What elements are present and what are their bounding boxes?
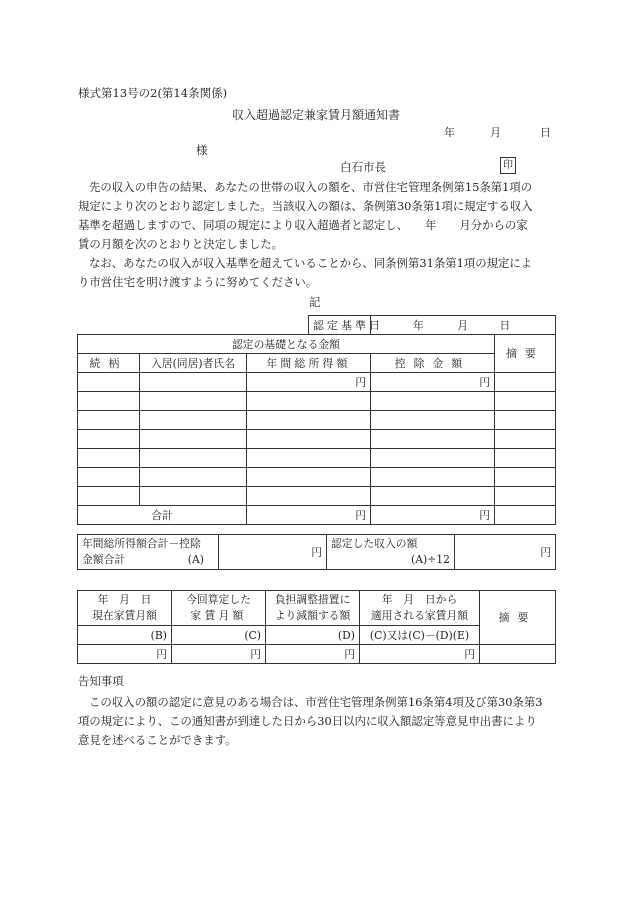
header-line: 今回算定した: [186, 593, 251, 606]
notice-heading: 告知事項: [78, 674, 124, 688]
ki-label: 記: [309, 295, 321, 309]
header-line: 現在家賃月額: [92, 609, 157, 622]
calculated-rent-header: [172, 591, 266, 626]
calculated-rent-value[interactable]: [172, 645, 266, 664]
body-paragraph-1: [78, 178, 554, 254]
remarks-cell[interactable]: [495, 392, 556, 411]
header-line: 年 月 日: [97, 593, 152, 606]
header-line: 負担調整措置に: [274, 593, 351, 606]
applied-rent-header: [360, 591, 480, 626]
header-line: 家賃月額: [190, 609, 247, 622]
base-date-year: 年: [413, 318, 424, 332]
total-income-cell[interactable]: [247, 506, 371, 525]
formula: (A)÷12: [410, 553, 450, 566]
current-rent-header: [78, 591, 172, 626]
yen-unit: 円: [464, 647, 475, 661]
mark-a: (A): [187, 553, 204, 566]
income-cell[interactable]: [247, 430, 371, 449]
table-row: [78, 430, 556, 449]
body-line: り市営住宅を明け渡すように努めてください。: [78, 275, 318, 289]
date-day: 日: [540, 126, 551, 139]
current-rent-value[interactable]: [78, 645, 172, 664]
base-date-day: 日: [499, 318, 511, 332]
table-row: [78, 373, 556, 392]
table-row: [78, 468, 556, 487]
relation-cell[interactable]: [78, 449, 140, 468]
body-line: 先の収入の申告の結果、あなたの世帯の収入の額を、市営住宅管理条例第15条第1項の: [89, 180, 533, 194]
yen-unit: 円: [540, 545, 551, 559]
form-number: 様式第13号の2(第14条関係): [78, 86, 228, 100]
income-cell[interactable]: [247, 392, 371, 411]
mark-c: (C): [172, 626, 266, 645]
notice-line: この収入の額の認定に意見のある場合は、市営住宅管理条例第16条第4項及び第30条第3: [89, 695, 543, 709]
label-line: 年間総所得額合計－控除: [82, 537, 201, 550]
col-deduction: 控除金額: [371, 354, 495, 373]
recognized-income-value[interactable]: [455, 535, 556, 570]
reduction-value[interactable]: [266, 645, 360, 664]
relation-cell[interactable]: [78, 430, 140, 449]
yen-unit: 円: [355, 508, 367, 522]
deduction-cell[interactable]: [371, 487, 495, 506]
remarks-cell[interactable]: [495, 487, 556, 506]
income-cell[interactable]: [247, 449, 371, 468]
recognized-income-table: [77, 534, 556, 570]
table-row: [78, 411, 556, 430]
yen-unit: 円: [479, 375, 491, 389]
deduction-cell[interactable]: [371, 468, 495, 487]
notice-line: 意見を述べることができます。: [78, 733, 237, 747]
deduction-cell[interactable]: [371, 392, 495, 411]
total-deduction-cell[interactable]: [371, 506, 495, 525]
name-cell[interactable]: [140, 411, 247, 430]
document-title: 収入超過認定兼家賃月額通知書: [232, 108, 401, 122]
remarks-header: 摘要: [495, 335, 556, 373]
income-cell[interactable]: [247, 373, 371, 392]
base-date-value[interactable]: [371, 316, 556, 335]
rent-remarks-header: 摘要: [480, 591, 556, 645]
table-row: [78, 487, 556, 506]
total-row: [78, 506, 556, 525]
relation-cell[interactable]: [78, 392, 140, 411]
col-income: 年間総所得額: [247, 354, 371, 373]
label-line: 金額合計 (A): [82, 553, 204, 566]
income-basis-table: [77, 315, 556, 525]
body-line: 基準を超過しますので、同項の規定により収入超過者と認定し、 年 月分からの家: [78, 218, 528, 232]
base-date-month: 月: [457, 318, 469, 332]
base-date-label: 認定基準日: [309, 316, 371, 335]
rent-table: [77, 590, 556, 664]
table-row: [78, 449, 556, 468]
header-line: 年 月 日から: [381, 593, 458, 606]
header-line: より減額する額: [274, 609, 351, 622]
section-header: 認定の基礎となる金額: [78, 335, 495, 354]
rent-remarks-value[interactable]: [480, 645, 556, 664]
label-line: 認定した収入の額: [331, 537, 418, 550]
body-line: なお、あなたの収入が収入基準を超えていることから、同条例第31条第1項の規定によ: [89, 256, 533, 270]
body-line: 規定により次のとおり認定しました。当該収入の額は、条例第30条第1項に規定する収入: [78, 199, 533, 213]
header-line: 適用される家賃月額: [370, 609, 469, 622]
income-cell[interactable]: [247, 411, 371, 430]
col-name: 入居(同居)者氏名: [140, 354, 247, 373]
issuer-name: 白石市長: [340, 160, 386, 174]
remarks-cell[interactable]: [495, 468, 556, 487]
income-cell[interactable]: [247, 487, 371, 506]
addressee-suffix: 様: [196, 143, 208, 157]
yen-unit: 円: [250, 647, 261, 661]
deduction-cell[interactable]: [371, 430, 495, 449]
remarks-cell[interactable]: [495, 373, 556, 392]
applied-rent-value[interactable]: [360, 645, 480, 664]
date-month: 月: [490, 126, 501, 139]
name-cell[interactable]: [140, 430, 247, 449]
name-cell[interactable]: [140, 392, 247, 411]
total-label: 合計: [78, 506, 247, 525]
deduction-cell[interactable]: [371, 411, 495, 430]
income-cell[interactable]: [247, 468, 371, 487]
yen-unit: 円: [311, 545, 322, 559]
recognized-income-label: [327, 535, 455, 570]
deduction-cell[interactable]: [371, 373, 495, 392]
deduction-cell[interactable]: [371, 449, 495, 468]
remarks-cell[interactable]: [495, 411, 556, 430]
col-relation: 続柄: [78, 354, 140, 373]
notice-line: 項の規定により、この通知書が到達した日から30日以内に収入額認定等意見申出書により: [78, 714, 537, 728]
yen-unit: 円: [344, 647, 355, 661]
relation-cell[interactable]: [78, 411, 140, 430]
remarks-cell[interactable]: [495, 430, 556, 449]
remarks-cell[interactable]: [495, 449, 556, 468]
body-line: 賃の月額を次のとおりと決定しました。: [78, 237, 284, 251]
relation-cell[interactable]: [78, 487, 140, 506]
name-cell[interactable]: [140, 468, 247, 487]
notice-body: [78, 693, 554, 750]
name-cell[interactable]: [140, 449, 247, 468]
yen-unit: 円: [479, 508, 491, 522]
income-minus-deduction-label: [78, 535, 219, 570]
yen-unit: 円: [355, 375, 367, 389]
yen-unit: 円: [156, 647, 167, 661]
relation-cell[interactable]: [78, 373, 140, 392]
name-cell[interactable]: [140, 373, 247, 392]
mark-d: (D): [266, 626, 360, 645]
mark-e: (C)又は(C)－(D)(E): [360, 626, 480, 645]
income-minus-deduction-value[interactable]: [219, 535, 327, 570]
name-cell[interactable]: [140, 487, 247, 506]
date-year: 年: [444, 126, 455, 139]
table-row: [78, 392, 556, 411]
reduction-header: [266, 591, 360, 626]
body-paragraph-2: [78, 254, 554, 292]
relation-cell[interactable]: [78, 468, 140, 487]
total-remarks-cell[interactable]: [495, 506, 556, 525]
mark-b: (B): [78, 626, 172, 645]
seal-mark: 印: [500, 157, 516, 174]
